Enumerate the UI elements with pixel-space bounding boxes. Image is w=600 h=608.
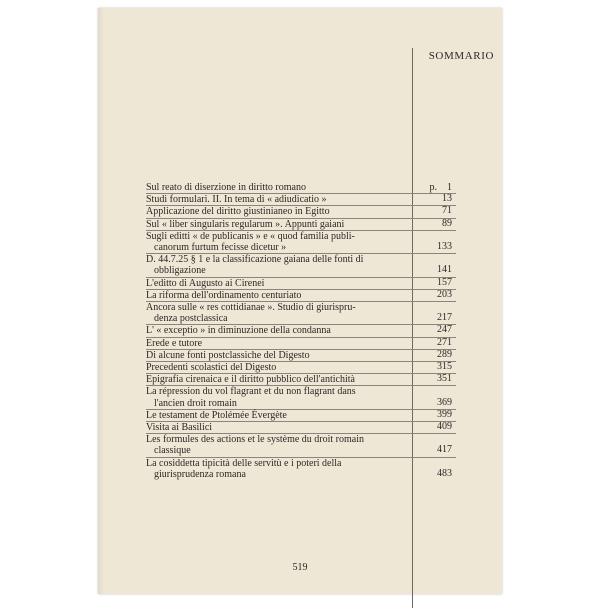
toc-entry-page: 351 [437,373,452,385]
toc-entry-page: 217 [437,312,452,324]
toc-entry [146,385,456,408]
section-header: SOMMARIO [428,50,494,62]
toc-entry-page: 315 [437,361,452,373]
toc-entry-page: 141 [437,264,452,276]
toc-entry-title: D. 44.7.25 § 1 e la classificazione gaiana delle fonti di [146,254,364,266]
toc-entry-title-continuation: giurisprudenza romana [154,468,246,480]
toc-entry-title: Studi formulari. II. In tema di « adiudicatio » [146,194,327,206]
toc-entry [146,373,456,385]
toc-entry-title: Sul « liber singularis regularum ». Appunti gaiani [146,218,345,230]
toc-entry [146,230,456,253]
toc-entry-page: 369 [437,396,452,408]
toc-entry [146,205,456,217]
toc-entry-title-continuation: classique [154,445,191,457]
toc-entry-title: La riforma dell'ordinamento centuriato [146,289,302,301]
toc-entry-title: Sul reato di diserzione in diritto romano [146,182,306,193]
toc-entry-title: Epigrafia cirenaica e il diritto pubblico dell'antichità [146,374,355,386]
toc-entry-page: 13 [442,193,452,205]
page-number: 519 [292,562,308,573]
toc-entry-page: 409 [437,421,452,433]
toc-entry-page: 399 [437,408,452,420]
toc-entry-title: Les formules des actions et le système du droit romain [146,434,365,446]
toc-entry [146,409,456,421]
toc-entry [146,361,456,373]
toc-entry-title: La répression du vol flagrant et du non flagrant dans [146,386,356,398]
toc-entry-title: La cosiddetta tipicità delle servitù e i poteri della [146,457,342,469]
toc-entry [146,253,456,276]
toc-entry [146,324,456,336]
toc-entry-title-continuation: l'ancien droit romain [154,397,237,409]
toc-entry [146,421,456,433]
toc-entry [146,218,456,230]
toc-entry [146,457,456,480]
toc-entry [146,337,456,349]
toc-entry-page: 203 [437,288,452,300]
toc-entry-page: 417 [437,444,452,456]
toc-entry [146,193,456,205]
toc-entry-title: Di alcune fonti postclassiche del Digesto [146,349,310,361]
toc-entry-title-continuation: obbligazione [154,265,206,277]
toc-entry-page: 157 [437,276,452,288]
toc-entry-page: 89 [442,217,452,229]
toc-entry-title: Ancora sulle « res cottidianae ». Studio di giurispru- [146,302,356,314]
toc-entry [146,301,456,324]
toc-entry-page: 71 [442,205,452,217]
toc-entry-title: Applicazione del diritto giustinianeo in Egitto [146,206,330,218]
toc-entry-title-continuation: canorum furtum fecisse dicetur » [154,242,287,254]
toc-entry-title: L' « exceptio » in diminuzione della condanna [146,325,331,337]
table-of-contents [146,181,456,480]
toc-entry-title-continuation: denza postclassica [154,313,228,325]
book-page [98,8,502,594]
toc-entry-page: 247 [437,324,452,336]
toc-entry-title: Precedenti scolastici del Digesto [146,362,277,374]
toc-entry [146,181,456,193]
toc-entry-page: 271 [437,336,452,348]
toc-entry-page: 133 [437,241,452,253]
toc-entry [146,289,456,301]
toc-entry-title: Le testament de Ptolémée Évergète [146,409,287,421]
toc-entry-page: 483 [437,467,452,479]
toc-entry [146,277,456,289]
toc-entry-title: Visita ai Basilici [146,422,213,434]
toc-entry-title: Sugli editti « de publicanis » e « quod familia publi- [146,230,355,242]
toc-entry-title: L'editto di Augusto ai Cirenei [146,277,265,289]
toc-entry-page: p. 1 [429,182,452,193]
toc-entry-title: Erede e tutore [146,337,203,349]
toc-entry [146,349,456,361]
toc-entry-page: 289 [437,348,452,360]
toc-entry [146,433,456,456]
